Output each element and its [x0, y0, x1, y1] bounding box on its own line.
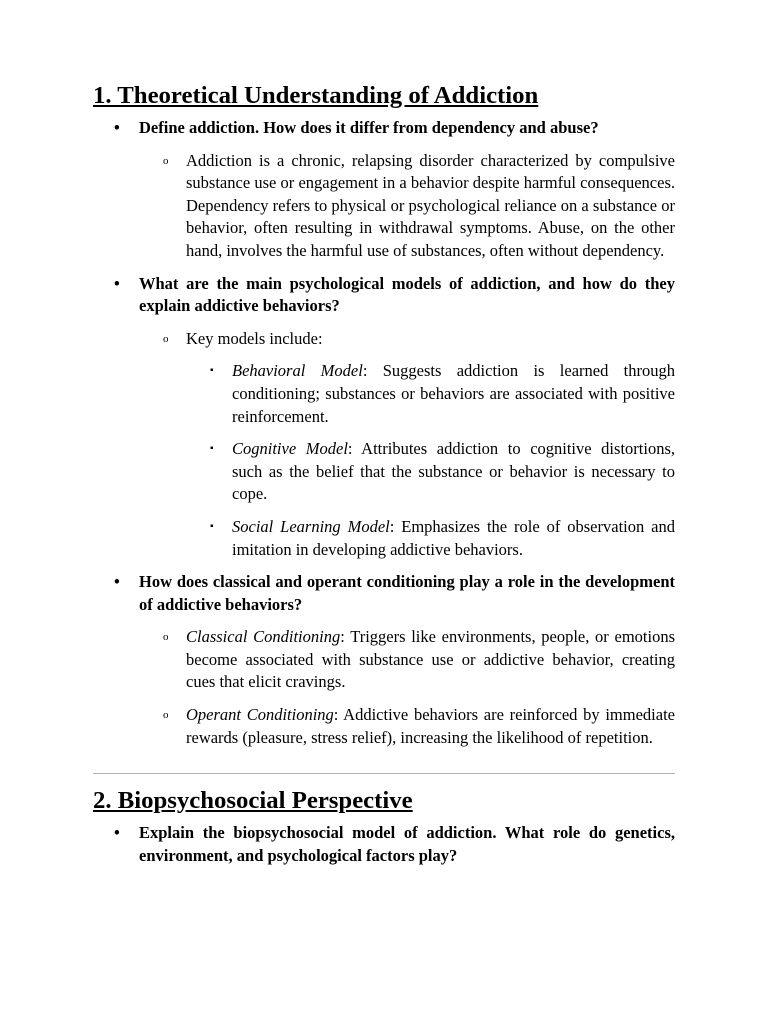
- model-item-behavioral: [93, 360, 675, 428]
- answer-term: Operant Conditioning: [186, 705, 334, 725]
- model-item-social-learning: [93, 516, 675, 561]
- question-1-3: [93, 571, 675, 616]
- bullet-icon: •: [114, 118, 120, 137]
- answer-classical-conditioning: [93, 626, 675, 694]
- bullet-icon: •: [114, 273, 120, 293]
- question-text: How does classical and operant conditioning play a role in the development of addictive behaviors?: [139, 572, 675, 614]
- answer-text: : Triggers like environments, people, or emotions become associated with substance use or addictive behavior, creating cues that elicit cravings.: [186, 627, 675, 692]
- square-bullet-icon: ▪: [210, 520, 214, 532]
- answer-1-2: [93, 328, 675, 351]
- question-2-1: [93, 822, 675, 867]
- question-text: What are the main psychological models of addiction, and how do they explain addictive behaviors?: [139, 273, 675, 316]
- answer-term: Classical Conditioning: [186, 627, 341, 647]
- section-2-title: 2. Biopsychosocial Perspective: [93, 787, 413, 815]
- document-page: [93, 82, 676, 867]
- question-text: Define addiction. How does it differ from dependency and abuse?: [139, 118, 599, 137]
- section-divider: [93, 773, 675, 774]
- square-bullet-icon: ▪: [210, 443, 214, 455]
- circle-bullet-icon: o: [163, 631, 169, 644]
- model-text: : Suggests addiction is learned through conditioning; substances or behaviors are associated with positive reinforcement.: [232, 361, 676, 426]
- model-text: : Attributes addiction to cognitive distortions, such as the belief that the substance or behavior is necessary to cope.: [232, 439, 675, 504]
- bullet-icon: •: [114, 572, 120, 592]
- answer-1-1: [93, 150, 675, 263]
- question-1-1: [93, 117, 675, 140]
- answer-text: : Addictive behaviors are reinforced by immediate rewards (pleasure, stress relief), increasing the likelihood of repetition.: [186, 705, 675, 747]
- model-term: Cognitive Model: [232, 439, 348, 459]
- model-item-cognitive: [93, 438, 675, 506]
- circle-bullet-icon: o: [163, 154, 169, 167]
- answer-text: Key models include:: [186, 328, 323, 348]
- square-bullet-icon: ▪: [210, 365, 214, 377]
- circle-bullet-icon: o: [163, 332, 169, 345]
- answer-text: Addiction is a chronic, relapsing disorder characterized by compulsive substance use or engagement in a behavior despite harmful consequences. Dependency refers to physical or psychological reliance on a substance or behavior, often resulting in withdrawal symptoms. Abuse, on the other hand, involves the harmful use of substances, often without dependency.: [186, 150, 675, 260]
- model-text: : Emphasizes the role of observation and imitation in developing addictive behaviors.: [232, 516, 675, 559]
- model-term: Behavioral Model: [232, 361, 363, 381]
- circle-bullet-icon: o: [163, 709, 169, 722]
- question-text: Explain the biopsychosocial model of addiction. What role do genetics, environment, and psychological factors play?: [139, 823, 675, 865]
- section-1-title: 1. Theoretical Understanding of Addiction: [93, 82, 539, 109]
- bullet-icon: •: [114, 823, 120, 843]
- question-1-2: [93, 273, 675, 318]
- model-term: Social Learning Model: [232, 516, 390, 536]
- answer-operant-conditioning: [93, 704, 675, 749]
